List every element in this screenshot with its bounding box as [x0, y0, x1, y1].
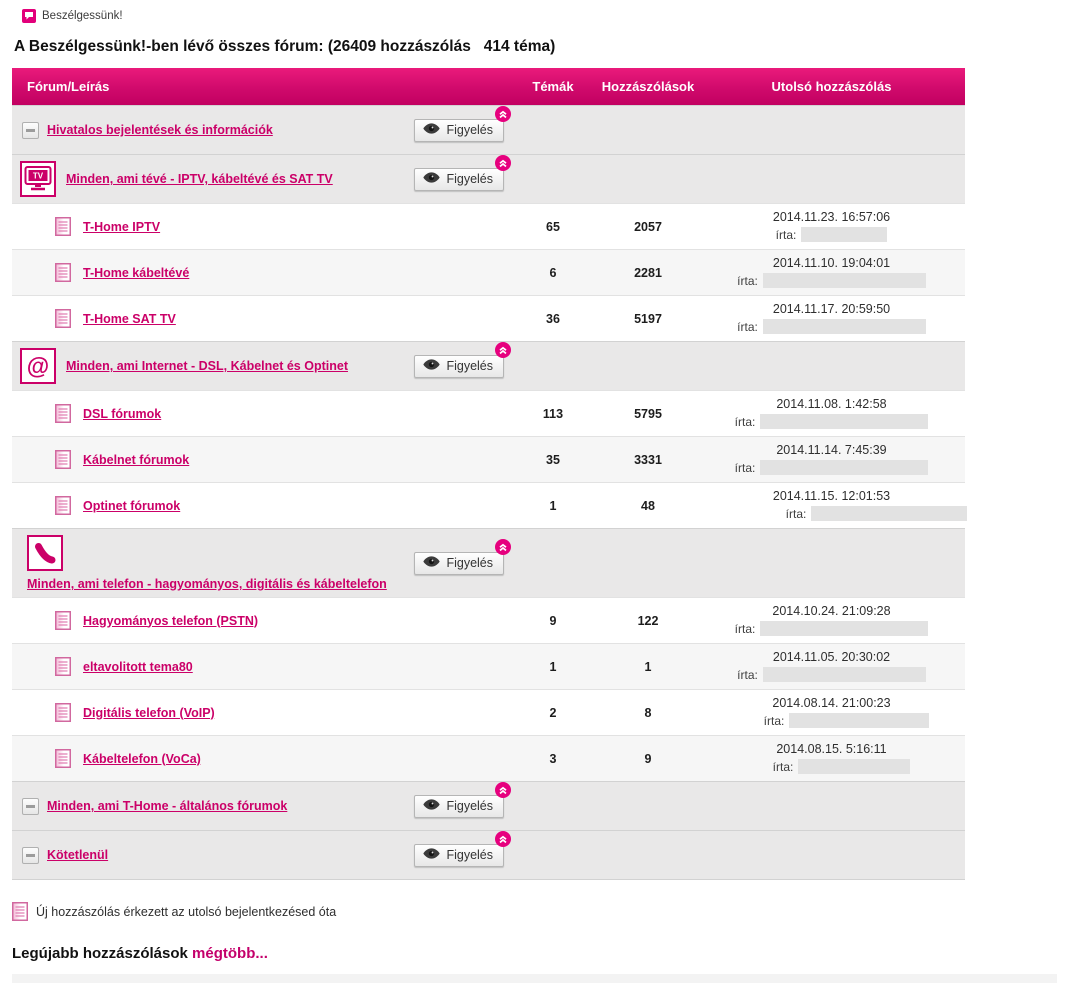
redacted-username: [763, 667, 926, 682]
topics-count: 65: [546, 219, 560, 234]
scroll-up-badge-icon[interactable]: [495, 782, 511, 798]
author-label: írta:: [734, 414, 756, 429]
category-row: [12, 105, 965, 154]
table-row: [12, 689, 965, 735]
table-row: [12, 482, 965, 528]
forum-page-icon: [12, 902, 28, 921]
category-link[interactable]: Minden, ami Internet - DSL, Kábelnet és Optinet: [66, 359, 348, 373]
posts-count: 5795: [634, 406, 662, 421]
scroll-up-badge-icon[interactable]: [495, 106, 511, 122]
collapse-toggle-icon[interactable]: [22, 847, 39, 864]
posts-count: 1: [644, 659, 652, 674]
category-link[interactable]: Minden, ami T-Home - általános fórumok: [47, 799, 288, 813]
forum-table: [12, 68, 965, 880]
author-label: írta:: [772, 759, 794, 774]
header-forum: Fórum/Leírás: [27, 79, 110, 94]
latest-posts-table-edge: [12, 974, 1057, 983]
topics-count: 6: [549, 265, 557, 280]
header-last-post: Utolsó hozzászólás: [771, 79, 892, 94]
posts-count: 122: [637, 613, 659, 628]
author-label: írta:: [737, 273, 758, 288]
watch-button[interactable]: [414, 552, 504, 575]
new-post-legend: [12, 902, 1090, 921]
author-label: írta:: [775, 227, 797, 242]
last-post-date: 2014.11.10. 19:04:01: [772, 256, 891, 270]
author-label: írta:: [734, 460, 756, 475]
forum-speech-bubble-icon: [22, 9, 36, 23]
eye-icon: [423, 359, 440, 373]
eye-icon: [423, 172, 440, 186]
forum-link[interactable]: T-Home IPTV: [83, 219, 161, 234]
collapse-toggle-icon[interactable]: [22, 122, 39, 139]
last-post-date: 2014.11.23. 16:57:06: [772, 210, 891, 224]
posts-count: 48: [641, 498, 655, 513]
latest-posts-heading: Legújabb hozzászólások: [12, 945, 188, 962]
last-post-date: 2014.08.15. 5:16:11: [776, 742, 887, 756]
last-post-date: 2014.08.14. 21:00:23: [772, 696, 891, 710]
table-row: [12, 203, 965, 249]
forum-page-icon: [55, 496, 71, 515]
scroll-up-badge-icon[interactable]: [495, 831, 511, 847]
watch-button[interactable]: [414, 168, 504, 191]
posts-count: 8: [644, 705, 652, 720]
collapse-toggle-icon[interactable]: [22, 798, 39, 815]
watch-button-label: Figyelés: [446, 171, 493, 186]
category-link[interactable]: Kötetlenül: [47, 848, 109, 862]
forum-page-icon: [55, 217, 71, 236]
redacted-username: [789, 713, 929, 728]
breadcrumb-link[interactable]: Beszélgessünk!: [42, 10, 123, 22]
redacted-username: [763, 319, 926, 334]
watch-button[interactable]: [414, 355, 504, 378]
last-post-date: 2014.11.17. 20:59:50: [772, 302, 891, 316]
category-row: [12, 341, 965, 390]
at-sign-icon: @: [20, 348, 56, 384]
watch-button[interactable]: [414, 844, 504, 867]
forum-page-icon: [55, 703, 71, 722]
forum-link[interactable]: Digitális telefon (VoIP): [83, 705, 215, 720]
redacted-username: [760, 621, 928, 636]
topics-count: 1: [549, 498, 557, 513]
table-row: [12, 295, 965, 341]
posts-count: 5197: [634, 311, 662, 326]
eye-icon: [423, 556, 440, 570]
watch-button-label: Figyelés: [446, 555, 493, 570]
redacted-username: [798, 759, 910, 774]
category-link[interactable]: Minden, ami telefon - hagyományos, digitális és kábeltelefon: [27, 577, 387, 591]
table-row: [12, 390, 965, 436]
svg-text:TV: TV: [32, 171, 44, 181]
topics-count: 2: [549, 705, 557, 720]
watch-button[interactable]: [414, 119, 504, 142]
topics-count: 1: [549, 659, 557, 674]
page-title: A Beszélgessünk!-ben lévő összes fórum: (26409 hozzászólás 414 téma): [14, 38, 556, 55]
table-header: [12, 68, 965, 105]
redacted-username: [801, 227, 887, 242]
scroll-up-badge-icon[interactable]: [495, 155, 511, 171]
forum-page-icon: [55, 657, 71, 676]
redacted-username: [760, 460, 928, 475]
forum-link[interactable]: Optinet fórumok: [83, 498, 181, 513]
author-label: írta:: [763, 713, 785, 728]
scroll-up-badge-icon[interactable]: [495, 342, 511, 358]
last-post-date: 2014.11.14. 7:45:39: [776, 443, 887, 457]
forum-page-icon: [55, 749, 71, 768]
author-label: írta:: [737, 319, 758, 334]
redacted-username: [760, 414, 928, 429]
topics-count: 36: [546, 311, 560, 326]
eye-icon: [423, 848, 440, 862]
category-row: [12, 781, 965, 830]
last-post-date: 2014.10.24. 21:09:28: [772, 604, 891, 618]
category-row: [12, 830, 965, 880]
scroll-up-badge-icon[interactable]: [495, 539, 511, 555]
forum-link[interactable]: Kábeltelefon (VoCa): [83, 751, 201, 766]
header-topics: Témák: [532, 79, 574, 94]
topics-count: 9: [549, 613, 557, 628]
phone-handset-icon: [27, 535, 63, 571]
forum-link[interactable]: T-Home SAT TV: [83, 311, 176, 326]
table-row: [12, 249, 965, 295]
forum-page-icon: [55, 309, 71, 328]
forum-link[interactable]: T-Home kábeltévé: [83, 265, 190, 280]
forum-link[interactable]: Hagyományos telefon (PSTN): [83, 613, 259, 628]
posts-count: 9: [644, 751, 652, 766]
posts-count: 3331: [634, 452, 662, 467]
watch-button-label: Figyelés: [446, 847, 493, 862]
legend-text: Új hozzászólás érkezett az utolsó bejelentkezésed óta: [36, 904, 337, 919]
forum-page-icon: [55, 450, 71, 469]
forum-link[interactable]: DSL fórumok: [83, 406, 162, 421]
redacted-username: [763, 273, 926, 288]
author-label: írta:: [734, 621, 756, 636]
more-link[interactable]: mégtöbb...: [192, 945, 268, 962]
table-row: [12, 735, 965, 781]
forum-page-icon: [55, 404, 71, 423]
watch-button-label: Figyelés: [446, 122, 493, 137]
watch-button-label: Figyelés: [446, 798, 493, 813]
forum-page-icon: [55, 263, 71, 282]
table-row: [12, 643, 965, 689]
forum-page-icon: [55, 611, 71, 630]
category-link[interactable]: Minden, ami tévé - IPTV, kábeltévé és SAT TV: [66, 172, 333, 186]
watch-button[interactable]: [414, 795, 504, 818]
last-post-date: 2014.11.05. 20:30:02: [772, 650, 891, 664]
eye-icon: [423, 799, 440, 813]
posts-count: 2281: [634, 265, 662, 280]
category-row: [12, 154, 965, 203]
last-post-date: 2014.11.15. 12:01:53: [772, 489, 891, 503]
table-row: [12, 597, 965, 643]
category-link[interactable]: Hivatalos bejelentések és információk: [47, 123, 273, 137]
topics-count: 113: [542, 406, 564, 421]
tv-icon: [20, 161, 56, 197]
category-row: [12, 528, 965, 597]
watch-button-label: Figyelés: [446, 358, 493, 373]
table-row: [12, 436, 965, 482]
breadcrumb: [12, 0, 1090, 23]
author-label: írta:: [737, 667, 758, 682]
last-post-date: 2014.11.08. 1:42:58: [776, 397, 887, 411]
posts-count: 2057: [634, 219, 662, 234]
header-posts: Hozzászólások: [601, 79, 695, 94]
forum-link[interactable]: Kábelnet fórumok: [83, 452, 190, 467]
topics-count: 35: [546, 452, 560, 467]
topics-count: 3: [549, 751, 557, 766]
author-label: írta:: [785, 506, 807, 521]
redacted-username: [811, 506, 967, 521]
eye-icon: [423, 123, 440, 137]
forum-link[interactable]: eltavolitott tema80: [83, 659, 193, 674]
